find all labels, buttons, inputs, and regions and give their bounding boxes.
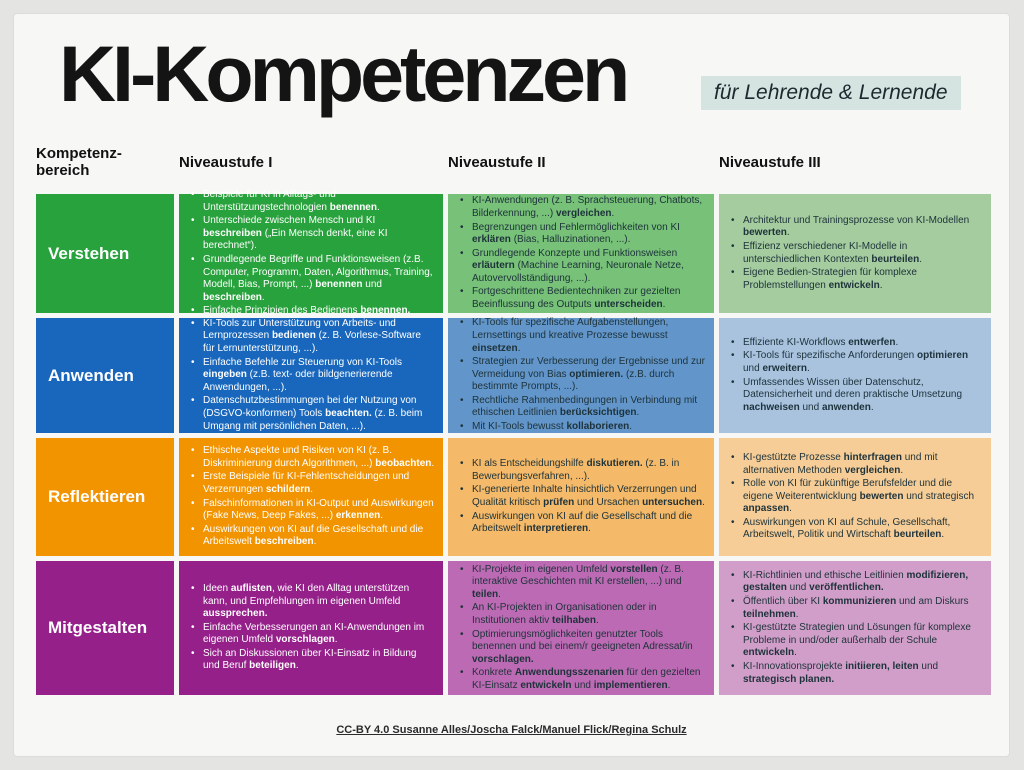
bullet-item: • KI-Tools für spezifische Aufgabenstellungen, Lernsettings und kreative Prozesse bewusst einsetzen. xyxy=(456,317,706,355)
column-header-niveaustufe-2: Niveaustufe II xyxy=(448,153,546,171)
cell-reflektieren-niveau-1 xyxy=(179,438,443,556)
bullet-item: • Strategien zur Verbesserung der Ergebnisse und zur Vermeidung von Bias optimieren. (z.B. durch bestimmte Prompts, ...). xyxy=(456,356,706,394)
bullet-item: • Grundlegende Begriffe und Funktionsweisen (z.B. Computer, Programm, Daten, Algorithmus, Training, Modell, Bias, Prompt, ...) benennen und beschreiben. xyxy=(187,254,435,304)
bullet-item: • Falschinformationen in KI-Output und Auswirkungen (Fake News, Deep Fakes, ...) erkennen. xyxy=(187,498,435,523)
bullet-item: • KI als Entscheidungshilfe diskutieren. (z. B. in Bewerbungsverfahren, ...). xyxy=(456,458,706,483)
subtitle-badge: für Lehrende & Lernende xyxy=(701,76,961,110)
bullet-list xyxy=(727,451,983,543)
bullet-list xyxy=(727,214,983,294)
bullet-item: • Optimierungsmöglichkeiten genutzter Tools benennen und bei einem/r geeigneten Adressat/in vorschlagen. xyxy=(456,629,706,667)
bullet-list xyxy=(187,188,435,319)
bullet-item: • Rolle von KI für zukünftige Berufsfelder und die eigene Weiterentwicklung bewerten und strategisch anpassen. xyxy=(727,478,983,516)
bullet-item: • Ethische Aspekte und Risiken von KI (z. B. Diskriminierung durch Algorithmen, ...) beobachten. xyxy=(187,445,435,470)
bullet-item: • Einfache Verbesserungen an KI-Anwendungen im eigenen Umfeld vorschlagen. xyxy=(187,622,435,647)
cell-verstehen-niveau-3 xyxy=(719,194,991,313)
bullet-item: • Umfassendes Wissen über Datenschutz, Datensicherheit und deren praktische Umsetzung nachweisen und anwenden. xyxy=(727,377,983,415)
cell-verstehen-niveau-2 xyxy=(448,194,714,313)
bullet-list xyxy=(187,444,435,550)
bullet-item: • Rechtliche Rahmenbedingungen in Verbindung mit ethischen Leitlinien berücksichtigen. xyxy=(456,395,706,420)
bullet-item: • KI-Innovationsprojekte initiieren, leiten und strategisch planen. xyxy=(727,661,983,686)
bullet-item: • Auswirkungen von KI auf die Gesellschaft und die Arbeitswelt interpretieren. xyxy=(456,511,706,536)
bullet-item: • Öffentlich über KI kommunizieren und am Diskurs teilnehmen. xyxy=(727,596,983,621)
competency-table xyxy=(36,189,991,695)
bullet-item: • Architektur und Trainingsprozesse von KI-Modellen bewerten. xyxy=(727,215,983,240)
cell-mitgestalten-niveau-2 xyxy=(448,561,714,695)
bullet-item: • Unterschiede zwischen Mensch und KI beschreiben („Ein Mensch denkt, eine KI berechnet“). xyxy=(187,215,435,253)
bullet-item: • Begrenzungen und Fehlermöglichkeiten von KI erklären (Bias, Halluzinationen, ...). xyxy=(456,222,706,247)
bullet-item: • KI-gestützte Prozesse hinterfragen und mit alternativen Methoden vergleichen. xyxy=(727,452,983,477)
bullet-item: • Sich an Diskussionen über KI-Einsatz in Bildung und Beruf beteiligen. xyxy=(187,648,435,673)
bullet-item: • Eigene Bedien-Strategien für komplexe Problemstellungen entwickeln. xyxy=(727,267,983,292)
page-title: KI-Kompetenzen xyxy=(59,29,627,118)
cell-anwenden-niveau-3 xyxy=(719,318,991,433)
bullet-list xyxy=(727,336,983,416)
bullet-item: • Mit KI-Tools bewusst kollaborieren. xyxy=(456,421,706,434)
bullet-item: • KI-Projekte im eigenen Umfeld vorstellen (z. B. interaktive Geschichten mit KI erstellen, ...) und teilen. xyxy=(456,564,706,602)
row-label-reflektieren: Reflektieren xyxy=(36,438,174,556)
bullet-item: • Einfache Befehle zur Steuerung von KI-Tools eingeben (z.B. text- oder bildgenerierende Anwendungen, ...). xyxy=(187,357,435,395)
bullet-item: • Grundlegende Konzepte und Funktionsweisen erläutern (Machine Learning, Neuronale Netze, Autovervollständigung, ...). xyxy=(456,248,706,286)
cell-anwenden-niveau-2 xyxy=(448,318,714,433)
bullet-item: • Effiziente KI-Workflows entwerfen. xyxy=(727,337,983,350)
bullet-item: • Fortgeschrittene Bedientechniken zur gezielten Beeinflussung des Outputs unterscheiden. xyxy=(456,286,706,311)
bullet-list xyxy=(187,317,435,434)
bullet-item: • KI-Tools zur Unterstützung von Arbeits- und Lernprozessen bedienen (z. B. Vorlese-Software für Lernunterstützung, ...). xyxy=(187,318,435,356)
table-header-row xyxy=(36,145,991,180)
bullet-item: • KI-Anwendungen (z. B. Sprachsteuerung, Chatbots, Bilderkennung, ...) vergleichen. xyxy=(456,195,706,220)
poster-card xyxy=(13,13,1010,757)
bullet-item: • Erste Beispiele für KI-Fehlentscheidungen und Verzerrungen schildern. xyxy=(187,471,435,496)
row-label-verstehen: Verstehen xyxy=(36,194,174,313)
bullet-list xyxy=(456,457,706,537)
bullet-item: • An KI-Projekten in Organisationen oder in Institutionen aktiv teilhaben. xyxy=(456,602,706,627)
bullet-item: • Ideen auflisten, wie KI den Alltag unterstützen kann, und Empfehlungen im eigenen Umfeld aussprechen. xyxy=(187,583,435,621)
bullet-item: • Konkrete Anwendungsszenarien für den gezielten KI-Einsatz entwickeln und implementieren. xyxy=(456,667,706,692)
cell-mitgestalten-niveau-1 xyxy=(179,561,443,695)
bullet-list xyxy=(456,316,706,434)
column-header-niveaustufe-3: Niveaustufe III xyxy=(719,153,821,171)
bullet-list xyxy=(187,582,435,674)
cell-reflektieren-niveau-3 xyxy=(719,438,991,556)
bullet-item: • Effizienz verschiedener KI-Modelle in unterschiedlichen Kontexten beurteilen. xyxy=(727,241,983,266)
bullet-item: • KI-gestützte Strategien und Lösungen für komplexe Probleme in und/oder außerhalb der Schule entwickeln. xyxy=(727,622,983,660)
bullet-item: • Einfache Prinzipien des Bedienens benennen. xyxy=(187,305,435,318)
bullet-list xyxy=(456,194,706,312)
cell-verstehen-niveau-1 xyxy=(179,189,443,317)
bullet-item: • KI-Richtlinien und ethische Leitlinien modifizieren, gestalten und veröffentlichen. xyxy=(727,570,983,595)
bullet-item: • Beispiele für KI in Alltags- und Unterstützungstechnologien benennen. xyxy=(187,189,435,214)
bullet-item: • KI-generierte Inhalte hinsichtlich Verzerrungen und Qualität kritisch prüfen und Ursachen untersuchen. xyxy=(456,484,706,509)
row-label-mitgestalten: Mitgestalten xyxy=(36,561,174,695)
bullet-item: • KI-Tools für spezifische Anforderungen optimieren und erweitern. xyxy=(727,350,983,375)
cell-mitgestalten-niveau-3 xyxy=(719,561,991,695)
bullet-item: • Datenschutzbestimmungen bei der Nutzung von (DSGVO-konformen) Tools beachten. (z. B. beim Umgang mit persönlichen Daten, ...). xyxy=(187,395,435,433)
bullet-list xyxy=(456,563,706,694)
footer xyxy=(14,720,1009,738)
cell-anwenden-niveau-1 xyxy=(179,318,443,433)
row-label-anwenden: Anwenden xyxy=(36,318,174,433)
column-header-niveaustufe-1: Niveaustufe I xyxy=(179,153,273,171)
bullet-item: • Auswirkungen von KI auf die Gesellschaft und die Arbeitswelt beschreiben. xyxy=(187,524,435,549)
bullet-item: • Auswirkungen von KI auf Schule, Gesellschaft, Arbeitswelt, Politik und Wirtschaft beurteilen. xyxy=(727,517,983,542)
bullet-list xyxy=(727,569,983,687)
column-header-kompetenzbereich: Kompetenz- bereich xyxy=(36,145,122,180)
credit-link[interactable]: CC-BY 4.0 Susanne Alles/Joscha Falck/Manuel Flick/Regina Schulz xyxy=(336,724,687,736)
cell-reflektieren-niveau-2 xyxy=(448,438,714,556)
